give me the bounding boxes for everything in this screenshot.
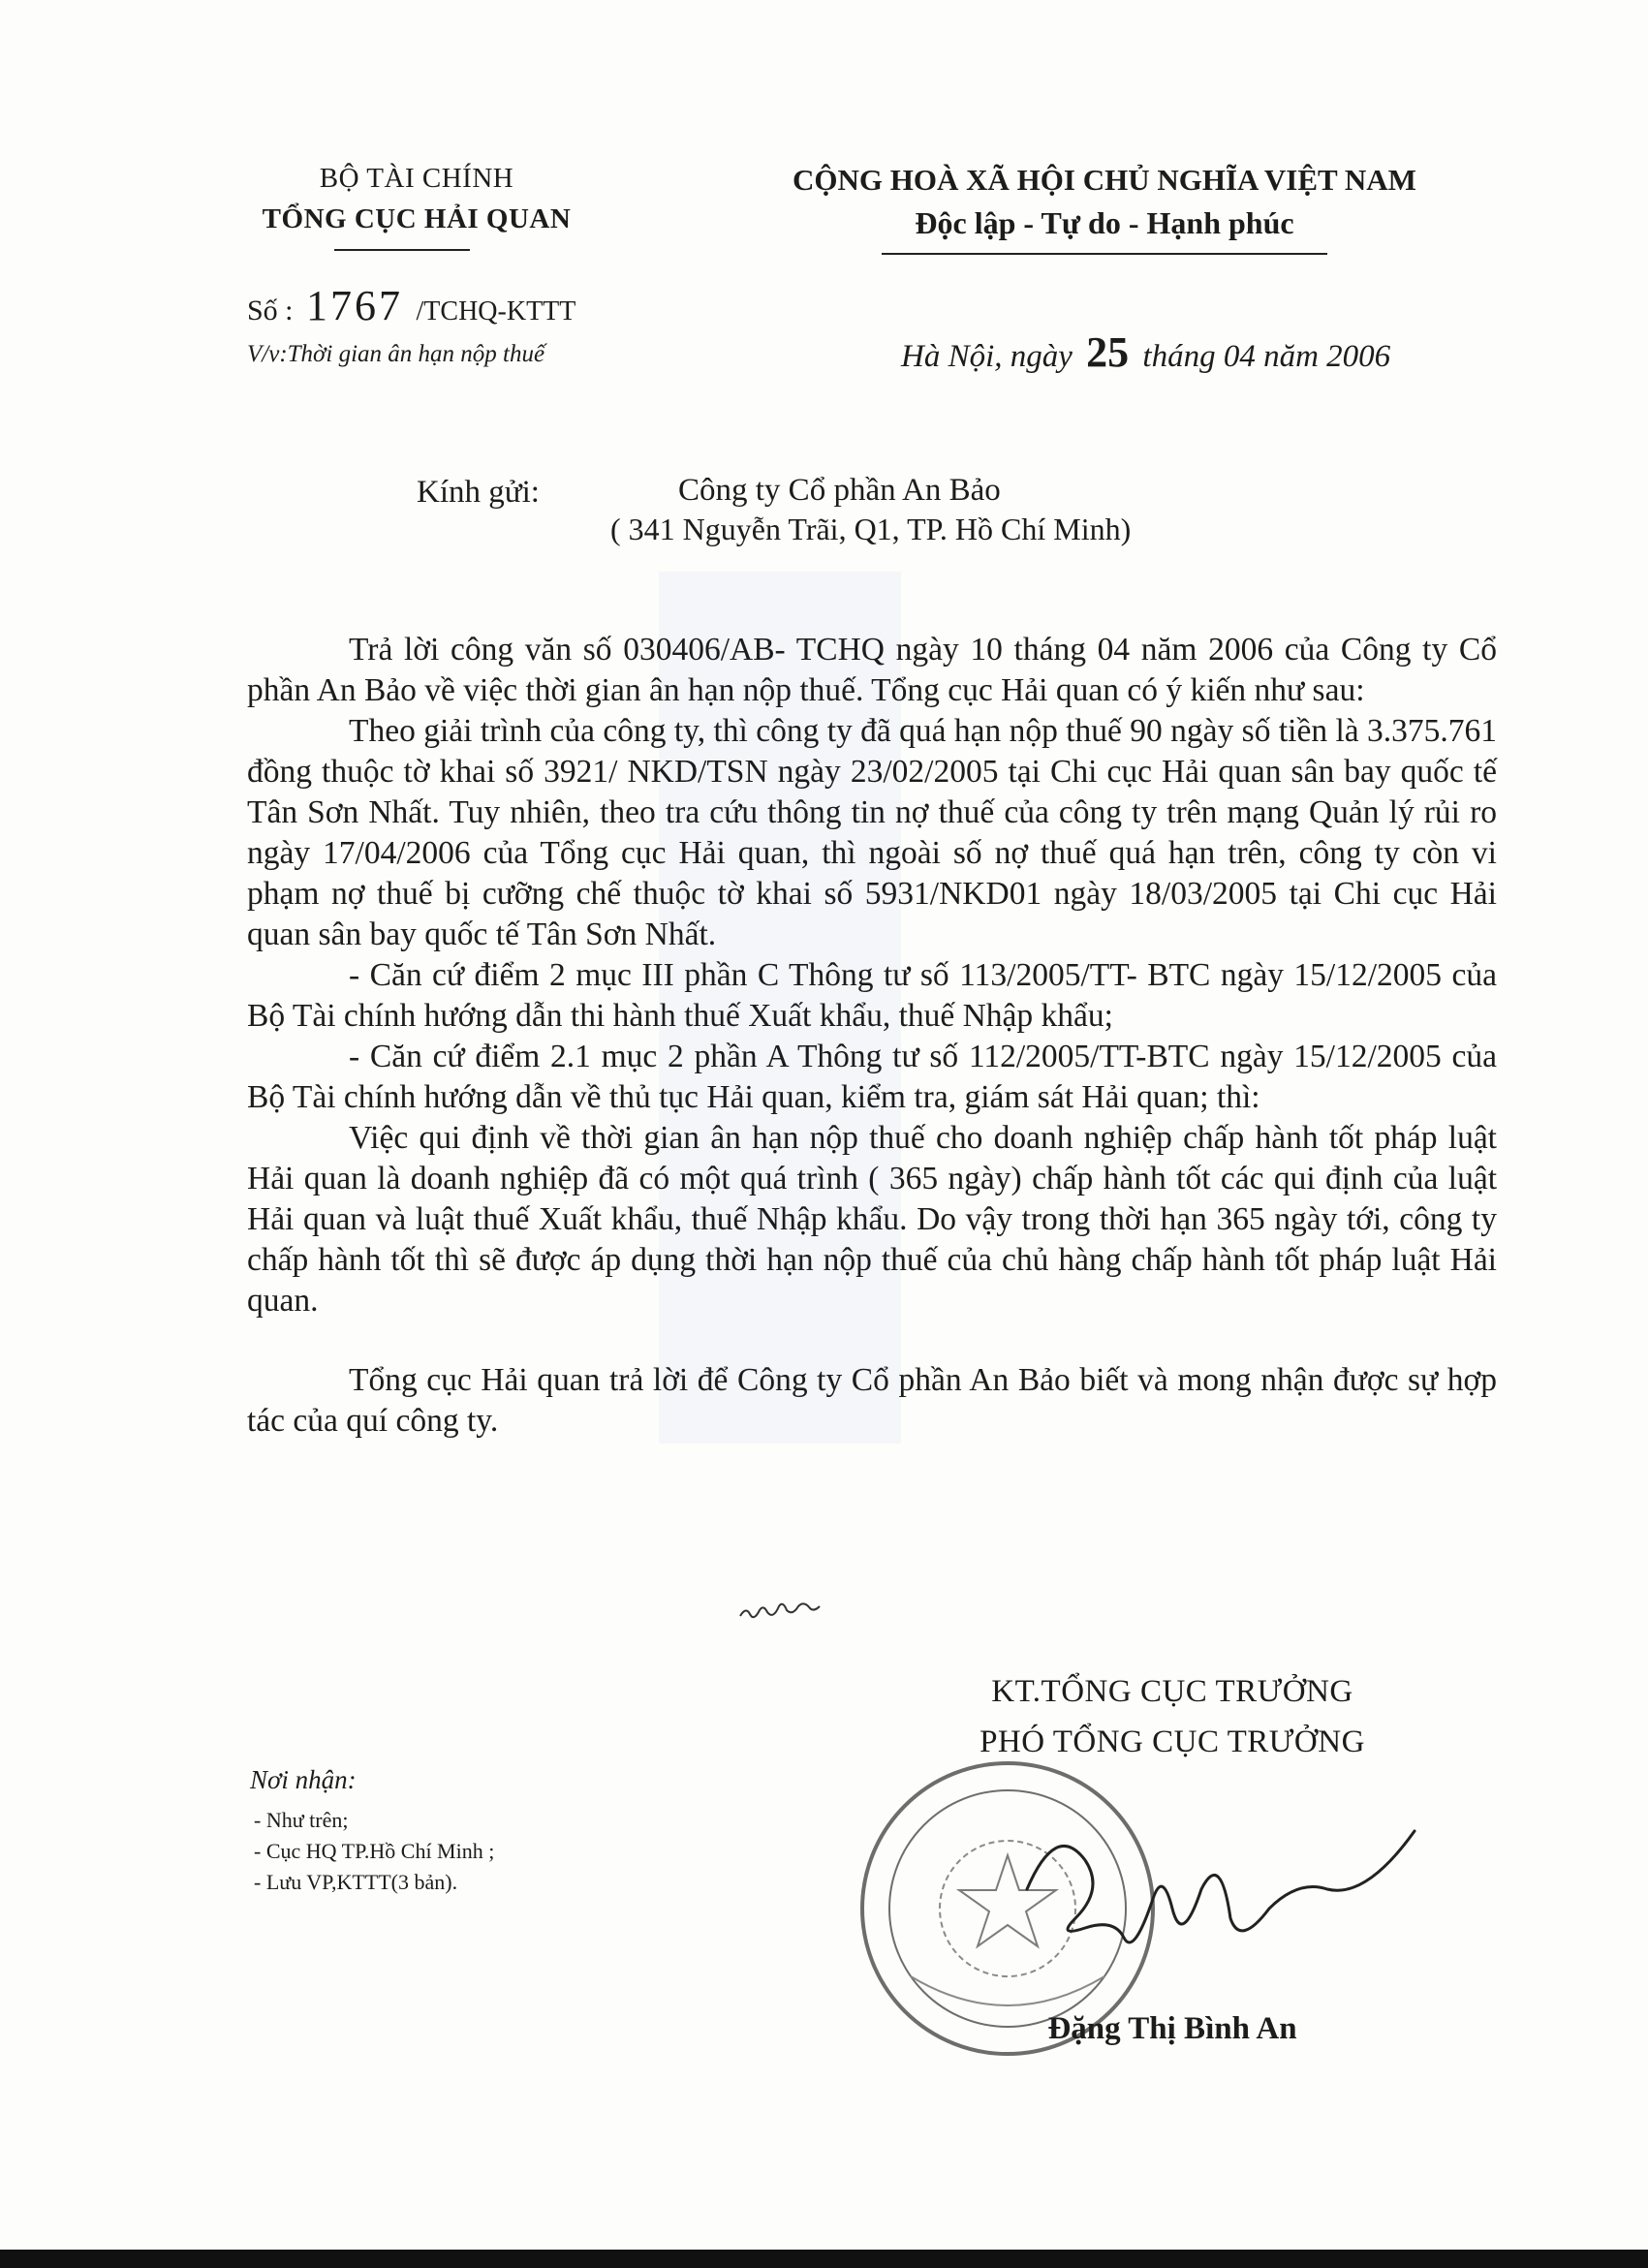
date-day: 25 xyxy=(1086,328,1130,376)
document-number xyxy=(247,281,575,330)
recipient-item: - Cục HQ TP.Hồ Chí Minh ; xyxy=(254,1839,495,1863)
document-subject: V/v:Thời gian ân hạn nộp thuế xyxy=(247,341,545,367)
signature-title-1: KT.TỔNG CỤC TRƯỞNG xyxy=(991,1674,1353,1709)
document-number-suffix: /TCHQ-KTTT xyxy=(416,296,576,326)
body-paragraph-4: - Căn cứ điểm 2.1 mục 2 phần A Thông tư số 112/2005/TT-BTC ngày 15/12/2005 của Bộ Tài chính hướng dẫn về thủ tục Hải quan, kiểm tra, giám sát Hải quan; thì: xyxy=(247,1039,1497,1115)
letter-body xyxy=(247,630,1497,1442)
body-paragraph-1: Trả lời công văn số 030406/AB- TCHQ ngày 10 tháng 04 năm 2006 của Công ty Cổ phần An Bảo về việc thời gian ân hạn nộp thuế. Tổng cục Hải quan có ý kiến như sau: xyxy=(247,632,1497,708)
agency-line-1: BỘ TÀI CHÍNH xyxy=(319,163,514,194)
nation-motto: Độc lập - Tự do - Hạnh phúc xyxy=(915,205,1294,240)
agency-line-2: TỔNG CỤC HẢI QUAN xyxy=(262,203,572,234)
recipient-name: Công ty Cổ phần An Bảo xyxy=(678,473,1001,508)
scan-bottom-edge xyxy=(0,2250,1648,2268)
nation-name: CỘNG HOÀ XÃ HỘI CHỦ NGHĨA VIỆT NAM xyxy=(793,163,1416,197)
document-number-label: Số : xyxy=(247,295,294,326)
motto-underline xyxy=(882,253,1327,255)
body-paragraph-2: Theo giải trình của công ty, thì công ty đã quá hạn nộp thuế 90 ngày số tiền là 3.375.761 đồng thuộc tờ khai số 3921/ NKD/TSN ngày 23/02/2005 tại Chi cục Hải quan sân bay quốc tế Tân Sơn Nhất. Tuy nhiên, theo tra cứu thông tin nợ thuế của công ty trên mạng Quản lý rủi ro ngày 17/04/2006 của Tổng cục Hải quan, thì ngoài số nợ thuế quá hạn trên, công ty còn vi phạm nợ thuế bị cưỡng chế thuộc tờ khai số 5931/NKD01 ngày 18/03/2005 tại Chi cục Hải quan sân bay quốc tế Tân Sơn Nhất. xyxy=(247,713,1497,952)
handwritten-signature xyxy=(1008,1802,1453,1967)
recipient-item: - Lưu VP,KTTT(3 bản). xyxy=(254,1870,458,1894)
signature-title-2: PHÓ TỔNG CỤC TRƯỞNG xyxy=(979,1724,1365,1759)
signer-name: Đặng Thị Bình An xyxy=(1047,2011,1297,2046)
date-rest: tháng 04 năm 2006 xyxy=(1142,339,1391,374)
body-paragraph-6: Tổng cục Hải quan trả lời để Công ty Cổ phần An Bảo biết và mong nhận được sự hợp tác của quí công ty. xyxy=(247,1362,1497,1439)
salutation-label: Kính gửi: xyxy=(417,475,540,510)
body-paragraph-5: Việc qui định về thời gian ân hạn nộp thuế cho doanh nghiệp chấp hành tốt pháp luật Hải quan là doanh nghiệp đã có một quá trình ( 365 ngày) chấp hành tốt các qui định của luật Hải quan và luật thuế Xuất khẩu, thuế Nhập khẩu. Do vậy trong thời hạn 365 ngày tới, công ty chấp hành tốt thì sẽ được áp dụng thời hạn nộp thuế của chủ hàng chấp hành tốt pháp luật Hải quan. xyxy=(247,1120,1497,1319)
handwritten-initials xyxy=(736,1597,824,1624)
body-paragraph-3: - Căn cứ điểm 2 mục III phần C Thông tư số 113/2005/TT- BTC ngày 15/12/2005 của Bộ Tài chính hướng dẫn thi hành thuế Xuất khẩu, thuế Nhập khẩu; xyxy=(247,957,1497,1034)
recipients-title: Nơi nhận: xyxy=(250,1765,357,1794)
document-number-value: 1767 xyxy=(306,282,404,329)
agency-underline xyxy=(334,249,470,251)
recipient-address: ( 341 Nguyễn Trãi, Q1, TP. Hồ Chí Minh) xyxy=(610,512,1132,546)
recipient-item: - Như trên; xyxy=(254,1808,349,1832)
date-line xyxy=(901,327,1390,377)
date-prefix: Hà Nội, ngày xyxy=(901,339,1073,374)
